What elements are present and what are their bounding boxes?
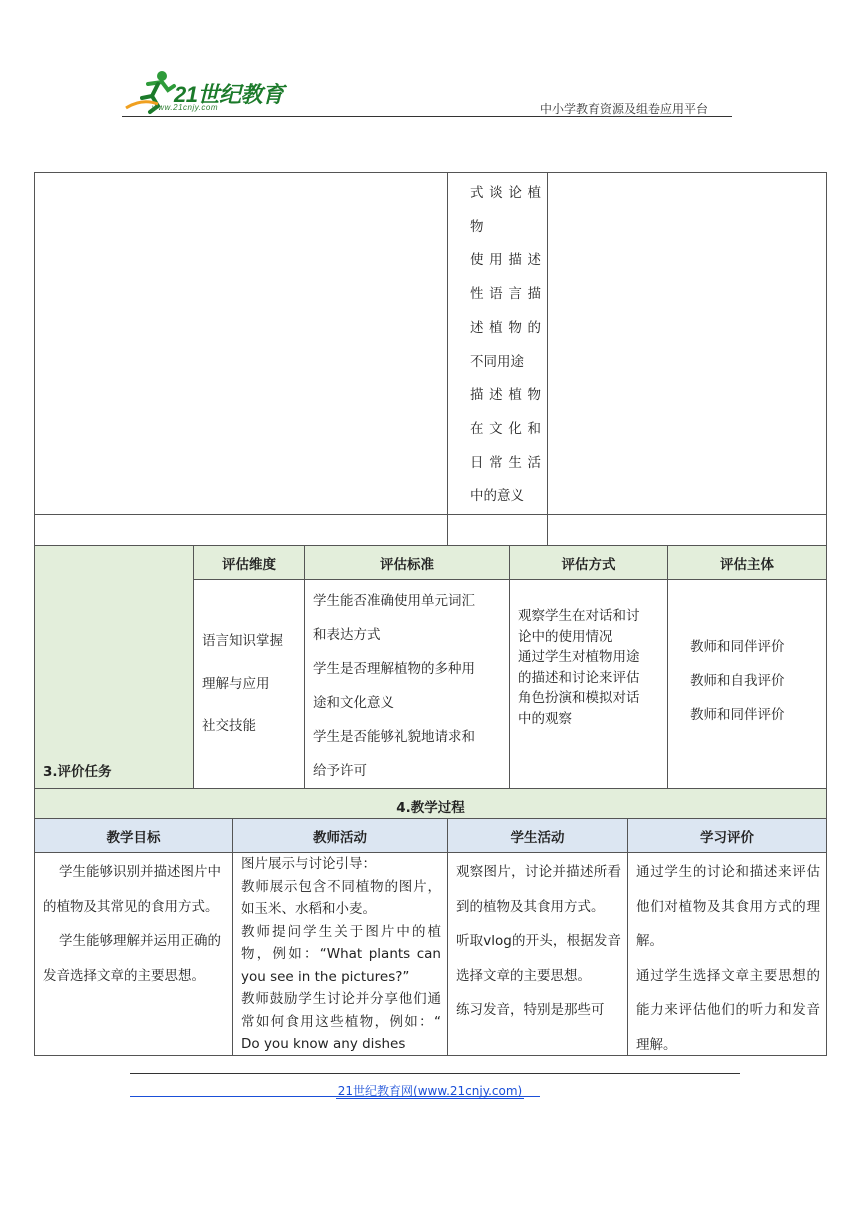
cell-teacher-activity: 图片展示与讨论引导： 教师展示包含不同植物的图片，如玉米、水稻和小麦。 教师提问学生关于图片中的植物，例如：“What plants can you see in the pictures?” 教师鼓励学生讨论并分享他们通常如何食用这些植物，例如：“ Do you know any dishes (233, 853, 448, 1056)
col-header-evaluation: 学习评价 (628, 819, 827, 853)
cell-student-activity: 观察图片，讨论并描述所看到的植物及其食用方式。 听取vlog的开头，根据发音选择文章的主要思想。 练习发音，特别是那些可 (448, 853, 628, 1056)
process-table (34, 818, 827, 1056)
footer-underline (130, 1096, 540, 1097)
logo-text: 21世纪教育 (174, 82, 284, 107)
col-header-teacher: 教师活动 (233, 819, 448, 853)
cell-dimensions: 语言知识掌握 理解与应用 社交技能 (194, 580, 305, 789)
evaluation-table (34, 545, 827, 823)
platform-title: 中小学教育资源及组卷应用平台 (540, 102, 709, 116)
footer-divider (130, 1073, 740, 1074)
col-header-standard: 评估标准 (305, 546, 510, 580)
footer-link[interactable]: 21世纪教育网(www.21cnjy.com) (337, 1084, 523, 1098)
col-header-method: 评估方式 (510, 546, 668, 580)
cell-learning-evaluation: 通过学生的讨论和描述来评估他们对植物及其食用方式的理解。 通过学生选择文章主要思想的能力来评估他们的听力和发音理解。 (628, 853, 827, 1056)
cell-methods: 观察学生在对话和讨 论中的使用情况 通过学生对植物用途 的描述和讨论来评估 角色扮演和模拟对话 中的观察 (510, 580, 668, 789)
header-divider (122, 116, 732, 117)
cell-empty (548, 515, 827, 549)
continuation-table (34, 172, 827, 549)
col-header-student: 学生活动 (448, 819, 628, 853)
col-header-subject: 评估主体 (668, 546, 827, 580)
cell-skill-objectives: 式谈论植 物 使用描述 性语言描 述植物的 不同用途 描述植物 在文化和 日常生活 中的意义 (448, 173, 548, 515)
cell-empty (35, 515, 448, 549)
cell-goals: 学生能够识别并描述图片中的植物及其常见的食用方式。 学生能够理解并运用正确的发音选择文章的主要思想。 (35, 853, 233, 1056)
logo (122, 68, 292, 116)
col-header-goal: 教学目标 (35, 819, 233, 853)
cell-empty-left (35, 173, 448, 515)
section-title-process: 4.教学过程 (35, 789, 827, 823)
cell-empty (448, 515, 548, 549)
cell-standards: 学生能否准确使用单元词汇 和表达方式 学生是否理解植物的多种用 途和文化意义 学生是否能够礼貌地请求和 给予许可 (305, 580, 510, 789)
col-header-dimension: 评估维度 (194, 546, 305, 580)
cell-subjects: 教师和同伴评价 教师和自我评价 教师和同伴评价 (668, 580, 827, 789)
logo-url: www.21cnjy.com (152, 103, 218, 112)
cell-empty-right (548, 173, 827, 515)
section-label-evaluation: 3.评价任务 (35, 546, 194, 789)
